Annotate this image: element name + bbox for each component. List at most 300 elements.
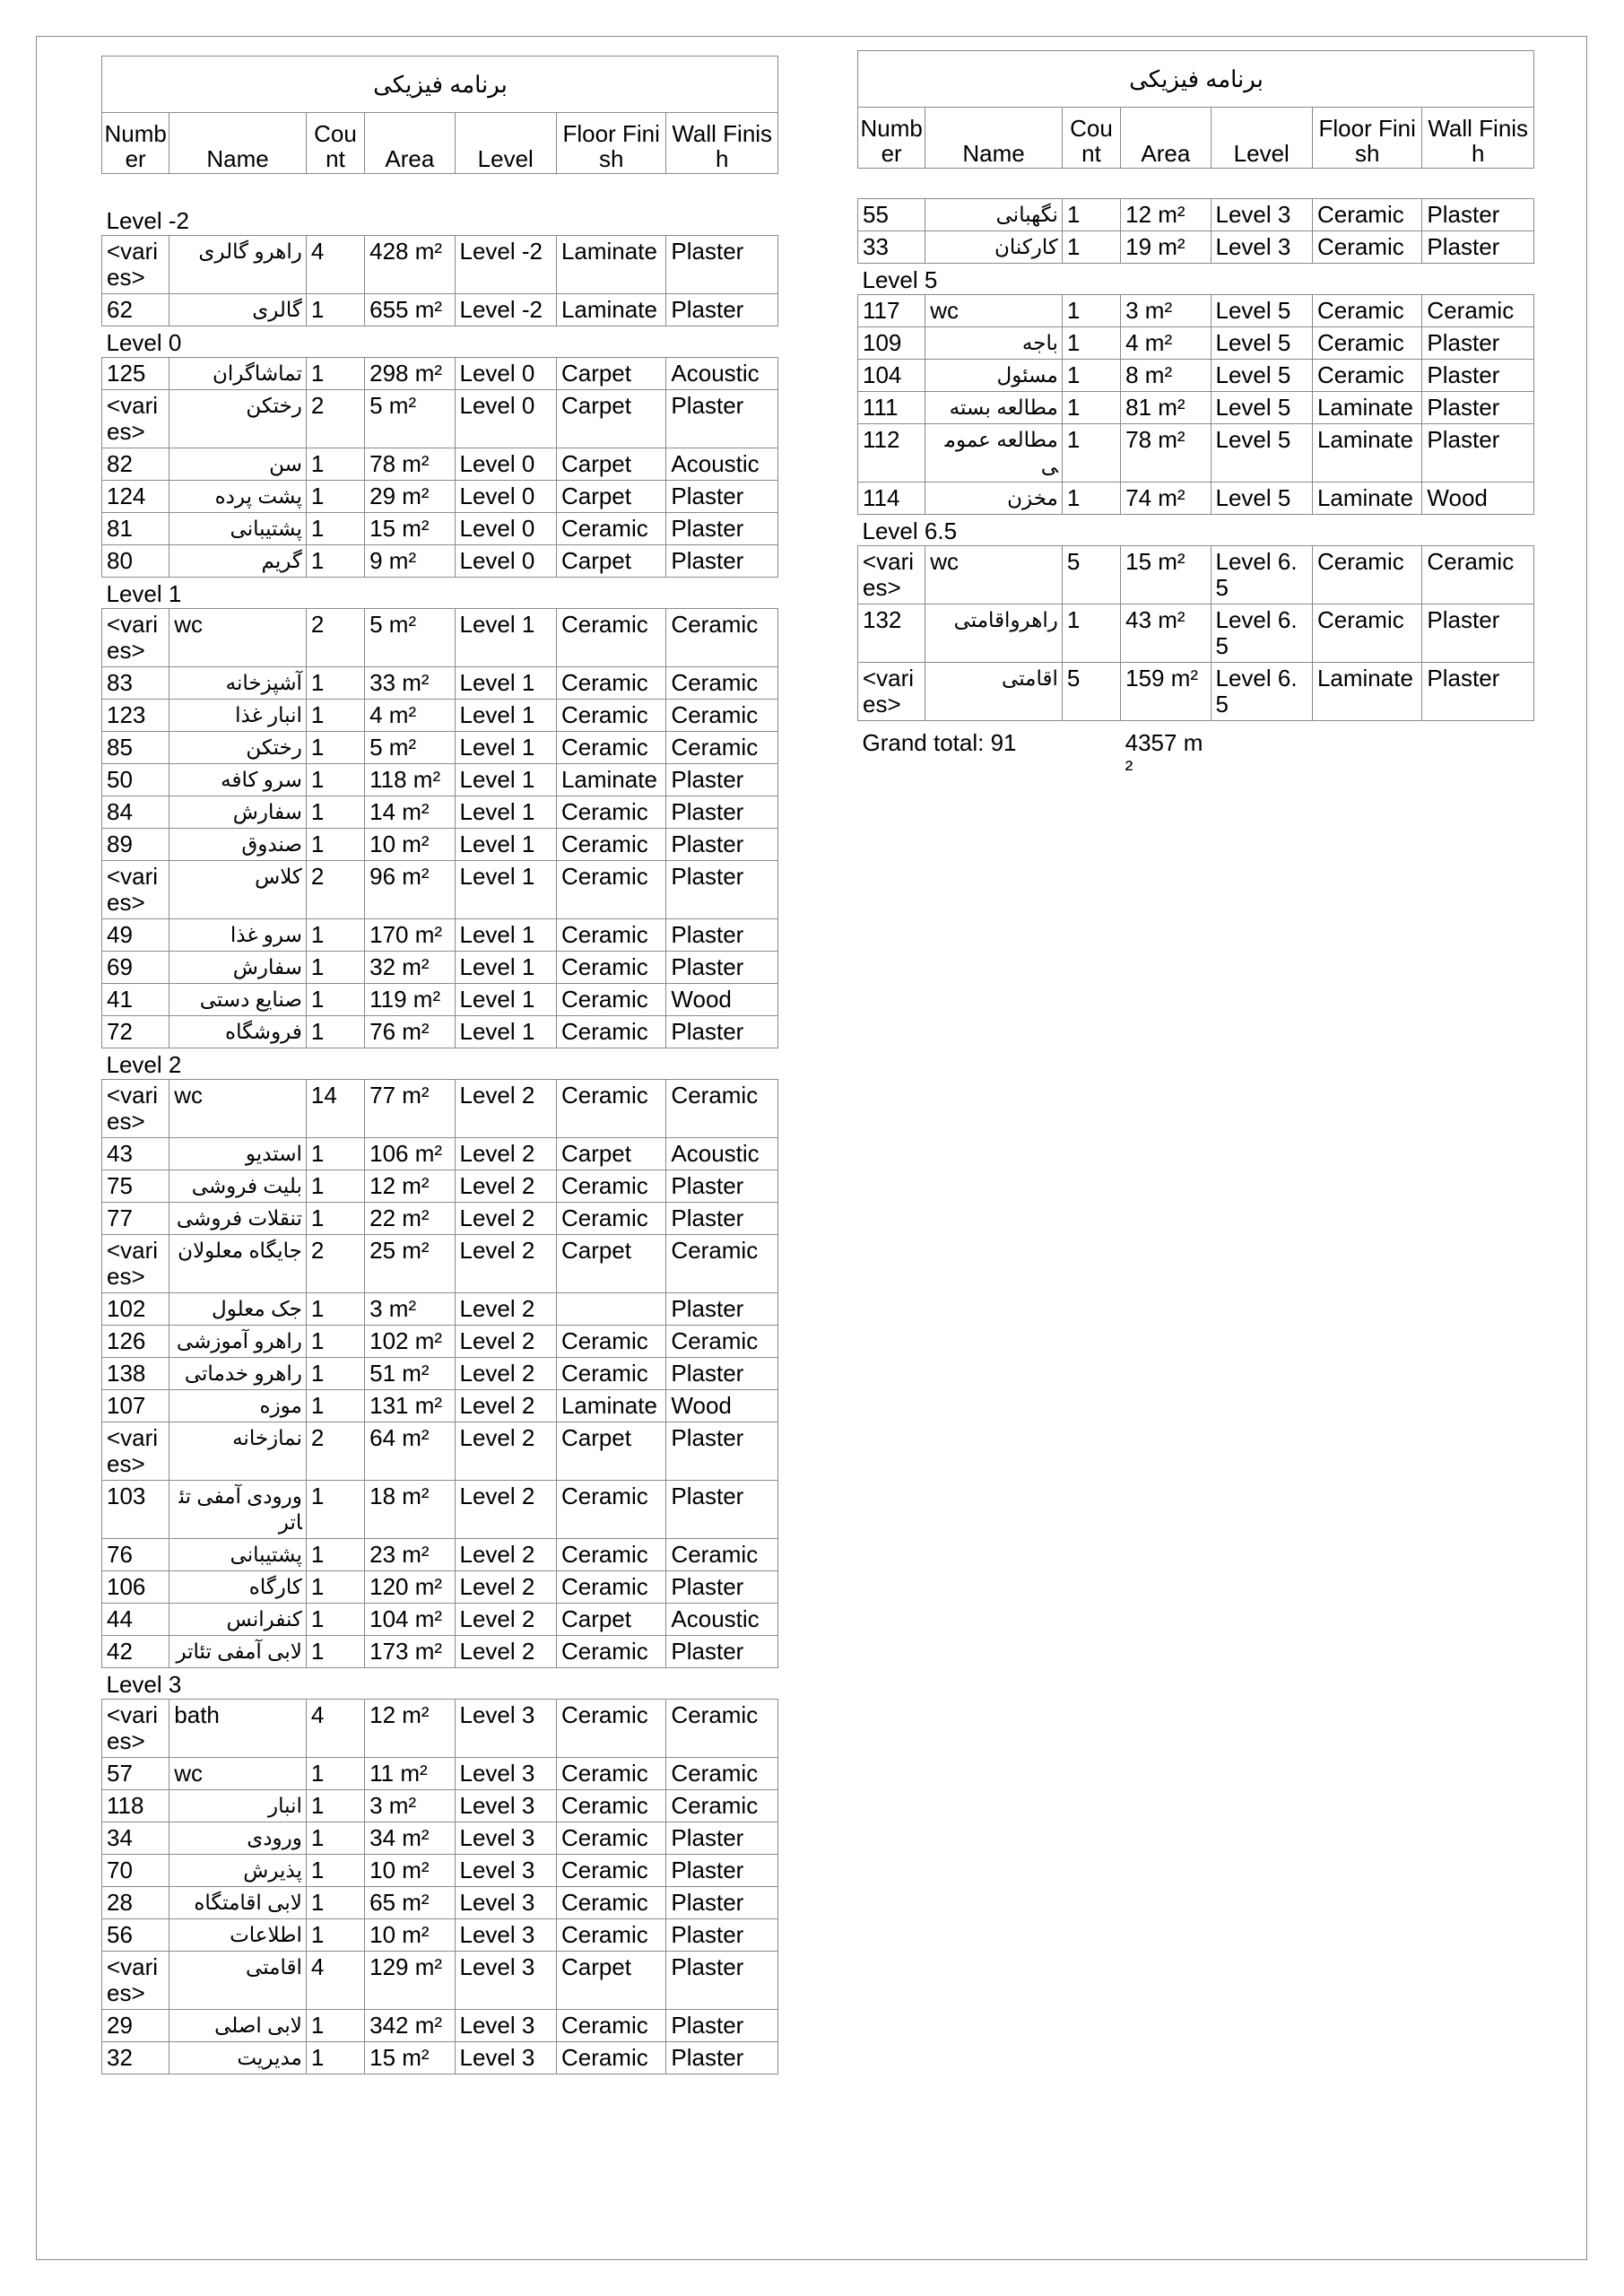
floor-finish-cell: Ceramic: [556, 731, 665, 763]
count-cell: 1: [306, 828, 364, 860]
level-cell: Level 2: [455, 1079, 556, 1137]
level-cell: Level 1: [455, 918, 556, 951]
area-cell: 428 m²: [365, 235, 455, 293]
count-cell: 1: [306, 763, 364, 796]
wall-finish-cell: Ceramic: [666, 699, 778, 731]
count-cell: 1: [306, 1538, 364, 1570]
table-row: [102, 1822, 778, 1854]
number-cell: 111: [858, 392, 925, 424]
level-cell: Level 3: [455, 1854, 556, 1886]
count-cell: 1: [306, 1918, 364, 1951]
number-cell: <varies>: [102, 1422, 169, 1480]
column-header-level: Level: [455, 113, 556, 174]
column-header-floor-finish: Floor Finish: [556, 113, 665, 174]
title-row: [102, 57, 778, 113]
area-cell: 118 m²: [365, 763, 455, 796]
level-cell: Level 2: [455, 1292, 556, 1325]
name-cell: پشت پرده: [169, 480, 307, 512]
level-cell: Level 3: [455, 1789, 556, 1822]
header-row: [102, 113, 778, 174]
floor-finish-cell: Ceramic: [556, 2009, 665, 2041]
table-row: [858, 424, 1534, 483]
count-cell: 1: [1062, 392, 1120, 424]
area-cell: 15 m²: [365, 512, 455, 544]
wall-finish-cell: Plaster: [1422, 392, 1534, 424]
name-cell: گریم: [169, 544, 307, 577]
wall-finish-cell: Plaster: [666, 1570, 778, 1603]
column-header-count: Count: [306, 113, 364, 174]
area-cell: 29 m²: [365, 480, 455, 512]
area-cell: 15 m²: [365, 2041, 455, 2074]
number-cell: 41: [102, 983, 169, 1015]
number-cell: 50: [102, 763, 169, 796]
wall-finish-cell: Plaster: [666, 951, 778, 983]
area-cell: 120 m²: [365, 1570, 455, 1603]
number-cell: <varies>: [102, 1079, 169, 1137]
count-cell: 1: [306, 1635, 364, 1667]
floor-finish-cell: Carpet: [556, 544, 665, 577]
name-cell: موزه: [169, 1389, 307, 1422]
wall-finish-cell: Plaster: [666, 1635, 778, 1667]
count-cell: 1: [1062, 424, 1120, 483]
wall-finish-cell: Ceramic: [666, 1789, 778, 1822]
count-cell: 1: [306, 480, 364, 512]
group-label: Level 3: [106, 1670, 182, 1698]
area-cell: 43 m²: [1121, 604, 1211, 663]
area-cell: 78 m²: [365, 448, 455, 480]
count-cell: 1: [306, 983, 364, 1015]
number-cell: 84: [102, 796, 169, 828]
count-cell: 1: [1062, 199, 1120, 231]
level-cell: Level 0: [455, 512, 556, 544]
count-cell: 1: [306, 1015, 364, 1048]
count-cell: 1: [306, 2041, 364, 2074]
count-cell: 1: [306, 357, 364, 389]
floor-finish-cell: Ceramic: [556, 2041, 665, 2074]
number-cell: 117: [858, 295, 925, 327]
area-cell: 170 m²: [365, 918, 455, 951]
level-cell: Level -2: [455, 235, 556, 293]
table-row: [102, 1325, 778, 1357]
level-cell: Level 1: [455, 699, 556, 731]
floor-finish-cell: Laminate: [556, 1389, 665, 1422]
level-cell: Level 3: [455, 1951, 556, 2009]
area-cell: 19 m²: [1121, 231, 1211, 264]
table-row: [858, 231, 1534, 264]
number-cell: 104: [858, 360, 925, 392]
number-cell: 75: [102, 1170, 169, 1202]
name-cell: wc: [169, 608, 307, 666]
count-cell: 1: [1062, 360, 1120, 392]
number-cell: <varies>: [858, 546, 925, 604]
wall-finish-cell: Acoustic: [666, 448, 778, 480]
table-row: [102, 1292, 778, 1325]
number-cell: 29: [102, 2009, 169, 2041]
level-cell: Level 3: [455, 2041, 556, 2074]
wall-finish-cell: Plaster: [1422, 199, 1534, 231]
floor-finish-cell: Ceramic: [556, 951, 665, 983]
floor-finish-cell: Ceramic: [556, 1170, 665, 1202]
column-header-floor-finish: Floor Finish: [1312, 108, 1421, 169]
table-row: [102, 1757, 778, 1789]
table-row: [102, 1951, 778, 2009]
count-cell: 1: [1062, 295, 1120, 327]
count-cell: 1: [306, 666, 364, 699]
number-cell: 124: [102, 480, 169, 512]
table-row: [102, 1854, 778, 1886]
column-header-number: Number: [102, 113, 169, 174]
wall-finish-cell: Acoustic: [666, 1137, 778, 1170]
count-cell: 4: [306, 1699, 364, 1757]
table-row: [102, 1234, 778, 1292]
wall-finish-cell: Plaster: [666, 2041, 778, 2074]
number-cell: 106: [102, 1570, 169, 1603]
area-cell: 131 m²: [365, 1389, 455, 1422]
number-cell: 125: [102, 357, 169, 389]
title-row: [858, 51, 1534, 108]
count-cell: 5: [1062, 546, 1120, 604]
number-cell: <varies>: [102, 608, 169, 666]
group-header-row: [858, 264, 1534, 295]
level-cell: Level 2: [455, 1202, 556, 1234]
table-row: [102, 951, 778, 983]
count-cell: 1: [306, 1789, 364, 1822]
wall-finish-cell: Ceramic: [1422, 546, 1534, 604]
name-cell: پشتیبانی: [169, 1538, 307, 1570]
count-cell: 1: [306, 1480, 364, 1538]
area-cell: 173 m²: [365, 1635, 455, 1667]
wall-finish-cell: Plaster: [666, 1822, 778, 1854]
level-cell: Level 2: [455, 1570, 556, 1603]
count-cell: 1: [306, 1357, 364, 1389]
number-cell: 126: [102, 1325, 169, 1357]
floor-finish-cell: Ceramic: [556, 1635, 665, 1667]
floor-finish-cell: Ceramic: [556, 699, 665, 731]
wall-finish-cell: Plaster: [666, 796, 778, 828]
floor-finish-cell: Ceramic: [556, 1570, 665, 1603]
table-row: [102, 860, 778, 918]
wall-finish-cell: Plaster: [666, 763, 778, 796]
table-row: [102, 1357, 778, 1389]
area-cell: 3 m²: [1121, 295, 1211, 327]
area-cell: 10 m²: [365, 1854, 455, 1886]
wall-finish-cell: Ceramic: [666, 608, 778, 666]
area-cell: 76 m²: [365, 1015, 455, 1048]
spacer-cell: [102, 174, 778, 204]
floor-finish-cell: Ceramic: [556, 1886, 665, 1918]
count-cell: 1: [306, 1886, 364, 1918]
level-cell: Level 2: [455, 1357, 556, 1389]
name-cell: مدیریت: [169, 2041, 307, 2074]
table-row: [102, 1918, 778, 1951]
wall-finish-cell: Plaster: [1422, 424, 1534, 483]
number-cell: 77: [102, 1202, 169, 1234]
count-cell: 14: [306, 1079, 364, 1137]
level-cell: Level 2: [455, 1538, 556, 1570]
number-cell: <varies>: [102, 235, 169, 293]
floor-finish-cell: Ceramic: [556, 1789, 665, 1822]
number-cell: 114: [858, 483, 925, 515]
table-row: [102, 983, 778, 1015]
floor-finish-cell: Ceramic: [1312, 604, 1421, 663]
name-cell: لابی اقامتگاه: [169, 1886, 307, 1918]
level-cell: Level 2: [455, 1137, 556, 1170]
number-cell: 80: [102, 544, 169, 577]
wall-finish-cell: Plaster: [666, 1480, 778, 1538]
count-cell: 1: [306, 1603, 364, 1635]
floor-finish-cell: Ceramic: [556, 1202, 665, 1234]
level-cell: Level 1: [455, 828, 556, 860]
area-cell: 12 m²: [365, 1699, 455, 1757]
number-cell: 44: [102, 1603, 169, 1635]
level-cell: Level 0: [455, 389, 556, 448]
level-cell: Level 1: [455, 763, 556, 796]
count-cell: 2: [306, 1234, 364, 1292]
name-cell: کنفرانس: [169, 1603, 307, 1635]
number-cell: <varies>: [102, 860, 169, 918]
wall-finish-cell: Ceramic: [666, 1079, 778, 1137]
floor-finish-cell: Ceramic: [556, 860, 665, 918]
number-cell: 123: [102, 699, 169, 731]
table-row: [102, 1789, 778, 1822]
level-cell: Level 5: [1211, 327, 1312, 360]
number-cell: 107: [102, 1389, 169, 1422]
grand-total-row: [858, 721, 1534, 783]
area-cell: 34 m²: [365, 1822, 455, 1854]
table-row: [858, 392, 1534, 424]
name-cell: تماشاگران: [169, 357, 307, 389]
wall-finish-cell: Ceramic: [666, 1757, 778, 1789]
name-cell: پذیرش: [169, 1854, 307, 1886]
floor-finish-cell: Ceramic: [556, 1757, 665, 1789]
name-cell: بلیت فروشی: [169, 1170, 307, 1202]
number-cell: <varies>: [102, 389, 169, 448]
level-cell: Level 5: [1211, 360, 1312, 392]
area-cell: 8 m²: [1121, 360, 1211, 392]
header-row: [858, 108, 1534, 169]
floor-finish-cell: Ceramic: [556, 1699, 665, 1757]
table-row: [102, 1202, 778, 1234]
floor-finish-cell: Ceramic: [1312, 231, 1421, 264]
floor-finish-cell: Ceramic: [556, 1015, 665, 1048]
schedule-left: [101, 56, 778, 2074]
table-row: [102, 448, 778, 480]
number-cell: 81: [102, 512, 169, 544]
table-row: [102, 512, 778, 544]
table-row: [102, 2041, 778, 2074]
column-header-wall-finish: Wall Finish: [1422, 108, 1534, 169]
wall-finish-cell: Plaster: [1422, 360, 1534, 392]
area-cell: 12 m²: [365, 1170, 455, 1202]
table-row: [102, 763, 778, 796]
name-cell: راهرو خدماتی: [169, 1357, 307, 1389]
floor-finish-cell: Laminate: [1312, 483, 1421, 515]
area-cell: 96 m²: [365, 860, 455, 918]
count-cell: 1: [306, 2009, 364, 2041]
wall-finish-cell: Plaster: [666, 1015, 778, 1048]
name-cell: پشتیبانی: [169, 512, 307, 544]
floor-finish-cell: Laminate: [556, 235, 665, 293]
table-row: [858, 546, 1534, 604]
level-cell: Level 2: [455, 1422, 556, 1480]
wall-finish-cell: Ceramic: [666, 1699, 778, 1757]
name-cell: آشپزخانه: [169, 666, 307, 699]
wall-finish-cell: Ceramic: [666, 1538, 778, 1570]
number-cell: 72: [102, 1015, 169, 1048]
column-header-number: Number: [858, 108, 925, 169]
name-cell: باجه: [925, 327, 1063, 360]
floor-finish-cell: Ceramic: [556, 1854, 665, 1886]
count-cell: 5: [1062, 663, 1120, 721]
count-cell: 1: [306, 544, 364, 577]
level-cell: Level 1: [455, 666, 556, 699]
name-cell: راهرو گالری: [169, 235, 307, 293]
number-cell: 85: [102, 731, 169, 763]
floor-finish-cell: Ceramic: [556, 1357, 665, 1389]
area-cell: 655 m²: [365, 293, 455, 326]
count-cell: 1: [306, 918, 364, 951]
floor-finish-cell: Carpet: [556, 1137, 665, 1170]
area-cell: 10 m²: [365, 828, 455, 860]
level-cell: Level 0: [455, 544, 556, 577]
table-row: [102, 1635, 778, 1667]
name-cell: سرو کافه: [169, 763, 307, 796]
group-label: Level 5: [862, 266, 938, 293]
floor-finish-cell: Carpet: [556, 448, 665, 480]
table-row: [858, 663, 1534, 721]
wall-finish-cell: Acoustic: [666, 1603, 778, 1635]
floor-finish-cell: Ceramic: [556, 983, 665, 1015]
floor-finish-cell: Ceramic: [556, 666, 665, 699]
name-cell: مطالعه عمومی: [925, 424, 1063, 483]
table-row: [102, 293, 778, 326]
level-cell: Level 1: [455, 1015, 556, 1048]
header-spacer: [102, 174, 778, 204]
number-cell: 70: [102, 1854, 169, 1886]
name-cell: استدیو: [169, 1137, 307, 1170]
table-row: [102, 544, 778, 577]
grand-total-empty: [1211, 721, 1533, 783]
level-cell: Level 6.5: [1211, 604, 1312, 663]
area-cell: 32 m²: [365, 951, 455, 983]
floor-finish-cell: Ceramic: [556, 1079, 665, 1137]
spacer-cell: [858, 169, 1534, 199]
wall-finish-cell: Ceramic: [666, 666, 778, 699]
area-cell: 106 m²: [365, 1137, 455, 1170]
wall-finish-cell: Ceramic: [666, 731, 778, 763]
area-cell: 9 m²: [365, 544, 455, 577]
number-cell: 55: [858, 199, 925, 231]
name-cell: اقامتی: [925, 663, 1063, 721]
floor-finish-cell: Ceramic: [1312, 546, 1421, 604]
name-cell: سفارش: [169, 951, 307, 983]
level-cell: Level 3: [455, 1918, 556, 1951]
floor-finish-cell: Ceramic: [1312, 360, 1421, 392]
group-label: Level 2: [106, 1050, 182, 1078]
level-cell: Level 2: [455, 1389, 556, 1422]
area-cell: 129 m²: [365, 1951, 455, 2009]
wall-finish-cell: Plaster: [666, 1170, 778, 1202]
wall-finish-cell: Plaster: [666, 1357, 778, 1389]
level-cell: Level 3: [455, 2009, 556, 2041]
name-cell: نگهبانی: [925, 199, 1063, 231]
wall-finish-cell: Plaster: [666, 2009, 778, 2041]
area-cell: 4 m²: [1121, 327, 1211, 360]
grand-total-label: Grand total: 91: [862, 729, 1017, 756]
number-cell: 118: [102, 1789, 169, 1822]
name-cell: سفارش: [169, 796, 307, 828]
number-cell: 57: [102, 1757, 169, 1789]
table-row: [102, 1079, 778, 1137]
table-row: [102, 1699, 778, 1757]
group-header-row: [102, 577, 778, 608]
count-cell: 1: [306, 1570, 364, 1603]
group-label: Level 1: [106, 579, 182, 607]
name-cell: جک معلول: [169, 1292, 307, 1325]
grand-total-area: 4357 m²: [1125, 729, 1203, 782]
floor-finish-cell: Ceramic: [556, 1538, 665, 1570]
wall-finish-cell: Ceramic: [666, 1234, 778, 1292]
number-cell: 32: [102, 2041, 169, 2074]
wall-finish-cell: Plaster: [666, 1422, 778, 1480]
level-cell: Level 6.5: [1211, 546, 1312, 604]
floor-finish-cell: Carpet: [556, 389, 665, 448]
level-cell: Level 2: [455, 1480, 556, 1538]
group-header-row: [102, 1048, 778, 1079]
floor-finish-cell: Laminate: [1312, 392, 1421, 424]
count-cell: 1: [306, 1170, 364, 1202]
level-cell: Level 1: [455, 983, 556, 1015]
group-header-row: [102, 326, 778, 357]
name-cell: صنایع دستی: [169, 983, 307, 1015]
level-cell: Level 5: [1211, 392, 1312, 424]
number-cell: 112: [858, 424, 925, 483]
floor-finish-cell: Ceramic: [556, 1325, 665, 1357]
wall-finish-cell: Plaster: [666, 235, 778, 293]
name-cell: کارگاه: [169, 1570, 307, 1603]
wall-finish-cell: Plaster: [666, 389, 778, 448]
level-cell: Level 2: [455, 1325, 556, 1357]
area-cell: 104 m²: [365, 1603, 455, 1635]
number-cell: 62: [102, 293, 169, 326]
area-cell: 5 m²: [365, 389, 455, 448]
name-cell: فروشگاه: [169, 1015, 307, 1048]
wall-finish-cell: Plaster: [1422, 231, 1534, 264]
name-cell: سن: [169, 448, 307, 480]
column-header-area: Area: [365, 113, 455, 174]
area-cell: 3 m²: [365, 1292, 455, 1325]
count-cell: 1: [306, 1202, 364, 1234]
area-cell: 81 m²: [1121, 392, 1211, 424]
number-cell: 49: [102, 918, 169, 951]
floor-finish-cell: Laminate: [556, 293, 665, 326]
area-cell: 119 m²: [365, 983, 455, 1015]
name-cell: اقامتی: [169, 1951, 307, 2009]
count-cell: 1: [306, 1757, 364, 1789]
table-row: [102, 796, 778, 828]
level-cell: Level 1: [455, 796, 556, 828]
number-cell: <varies>: [102, 1951, 169, 2009]
floor-finish-cell: Carpet: [556, 480, 665, 512]
level-cell: Level 3: [1211, 231, 1312, 264]
number-cell: 102: [102, 1292, 169, 1325]
column-header-area: Area: [1121, 108, 1211, 169]
floor-finish-cell: Ceramic: [556, 796, 665, 828]
count-cell: 1: [1062, 604, 1120, 663]
wall-finish-cell: Plaster: [666, 1854, 778, 1886]
table-row: [102, 480, 778, 512]
count-cell: 1: [306, 448, 364, 480]
